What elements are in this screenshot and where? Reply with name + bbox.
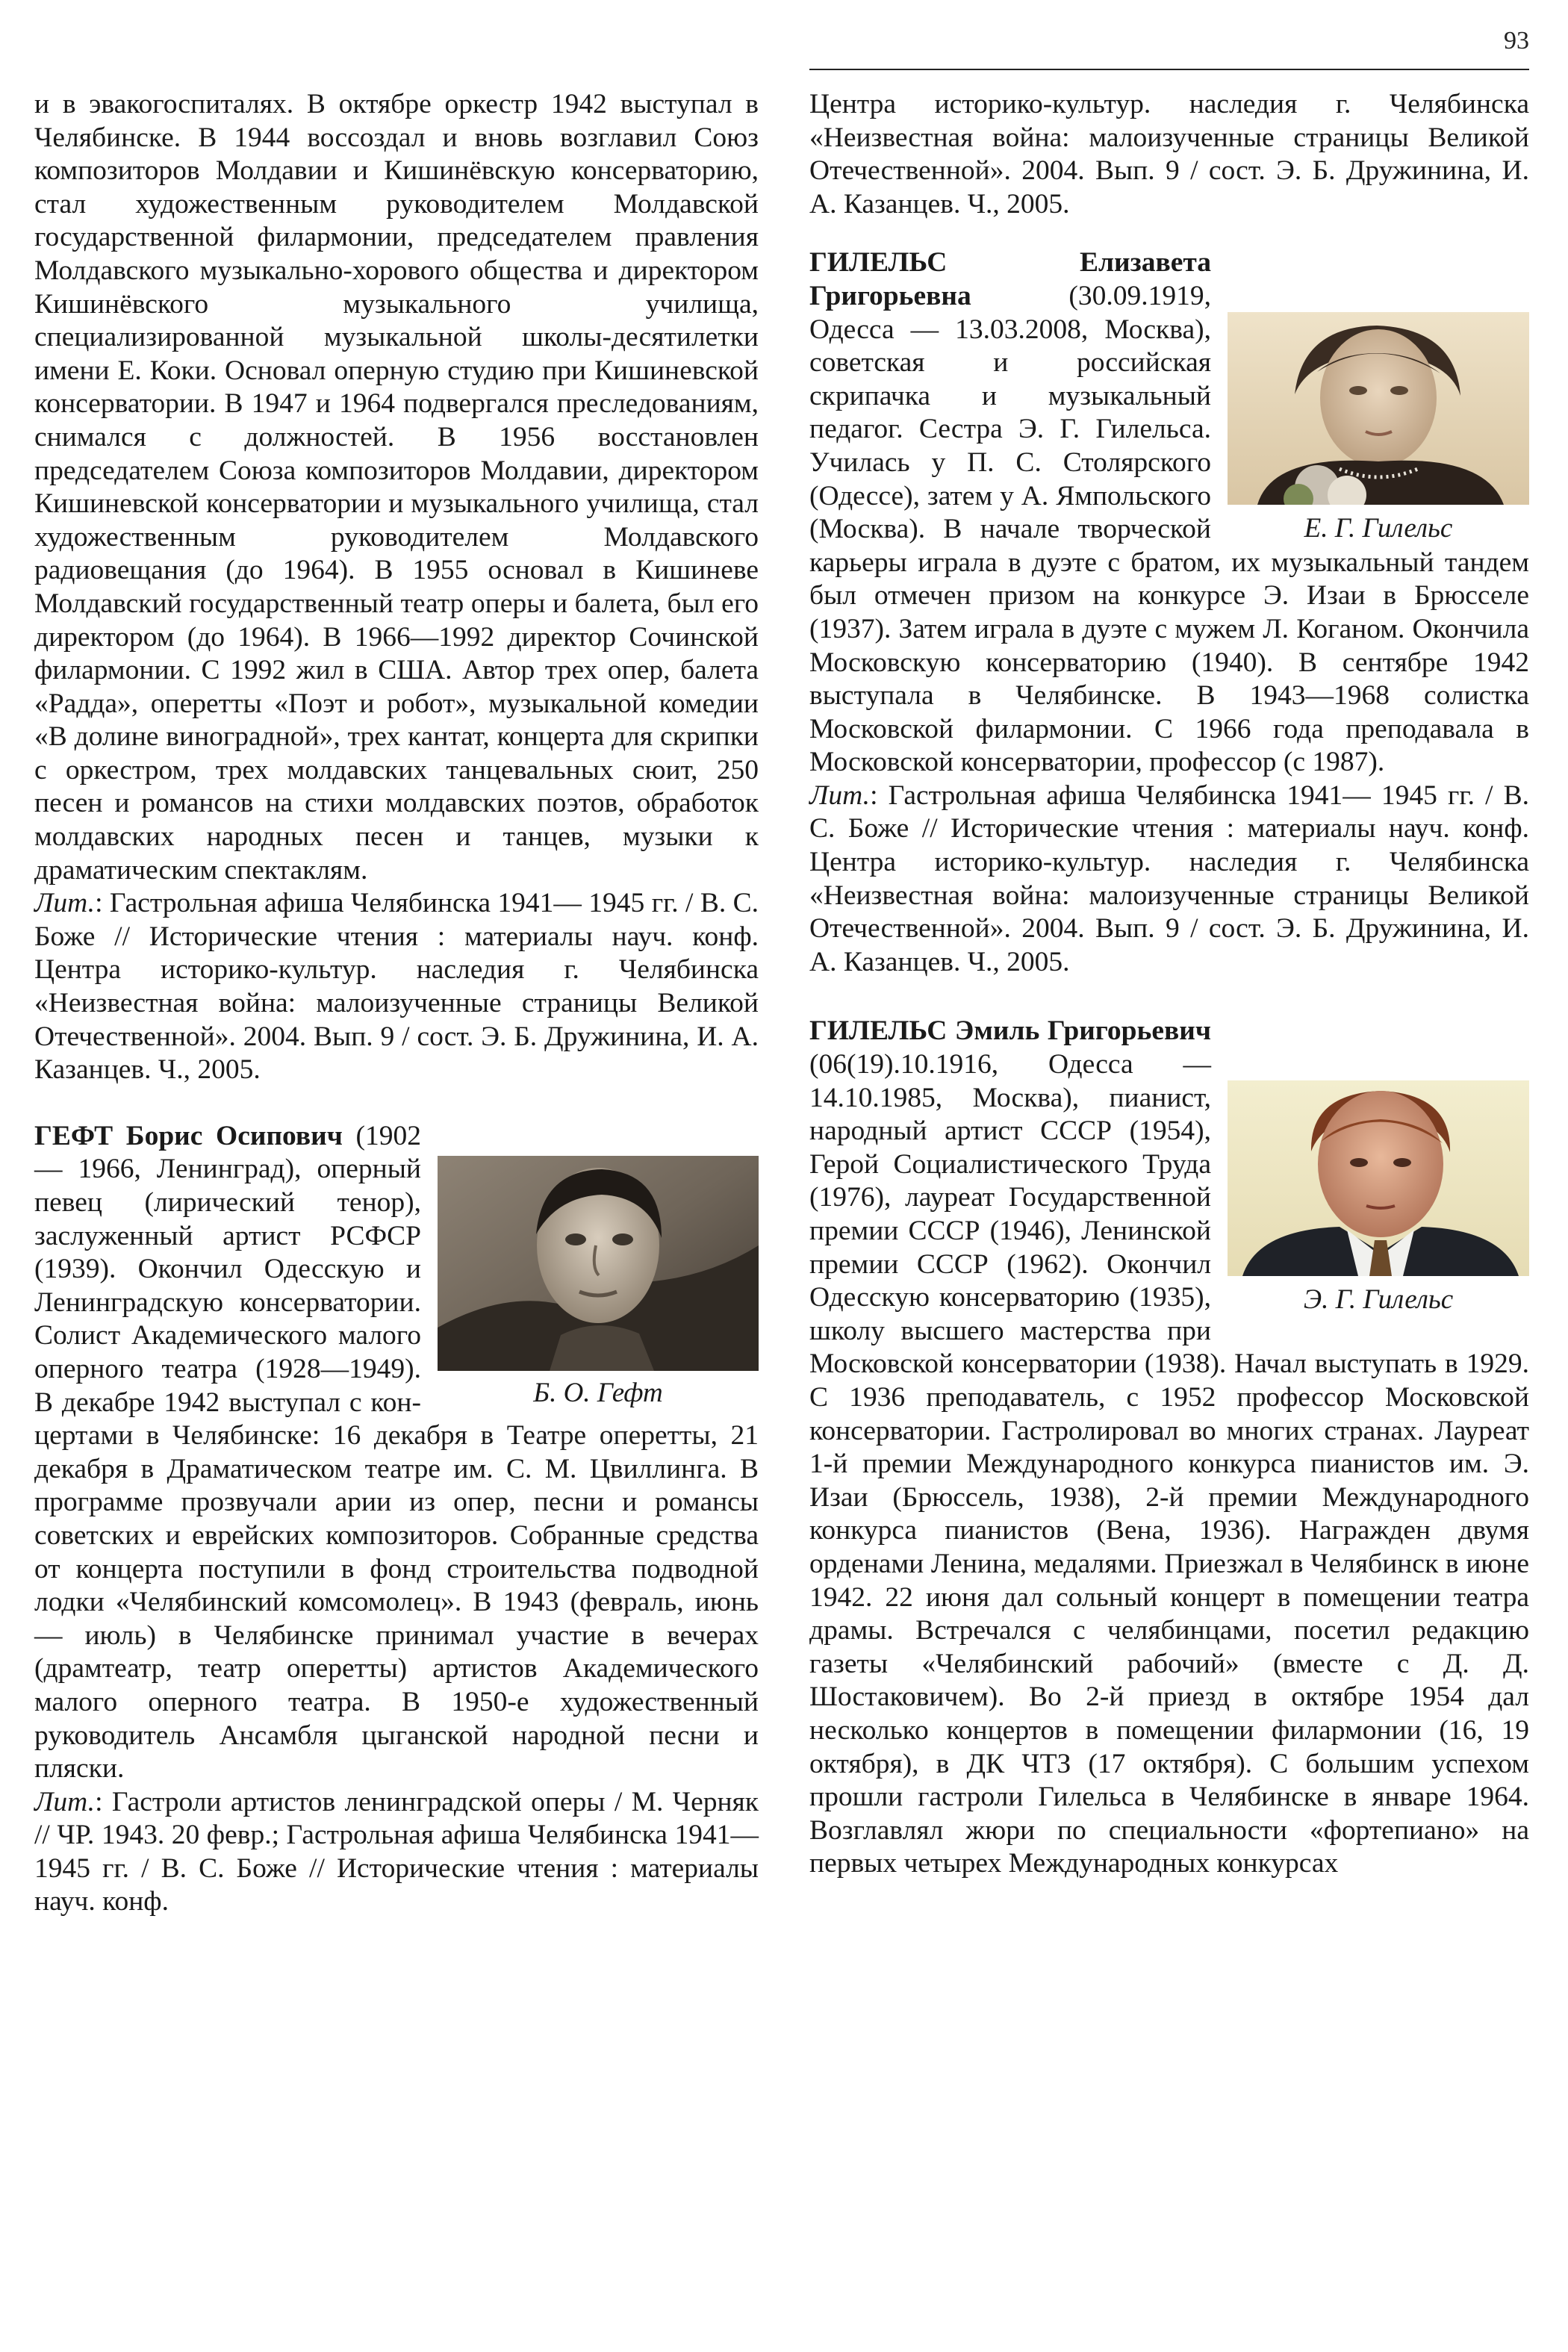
figure-geft [438,1156,759,1410]
caption-elizaveta: Е. Г. Гилельс [1304,513,1453,544]
lit-label: Лит. [34,1786,96,1817]
entry-geft [34,1120,759,1919]
continuation-paragraph: и в эвакогоспиталях. В октябре оркестр 1942 выступал в Челябинске. В 1944 воссоздал и вновь возглавил Союз композиторов Молдавии и Кишинёвскую консерваторию, стал художественным руководителем Молдавской государственной филармонии, председателем правления Молдавского музыкально-хорового общества и директором Кишинёвского музыкального училища, специализированной музыкальной школы-десятилетки имени Е. Коки. Основал оперную студию при Кишиневской консерватории. В 1947 и 1964 подвергался преследованиям, снимался с должностей. В 1956 восстановлен председателем Союза композиторов Молдавии, директором Кишиневской консерватории и музыкального училища, стал художественным руководителем Молдавского радиовещания (до 1964). В 1955 основал в Кишиневе Молдавский государственный театр оперы и балета, был его директором (до 1964). В 1966—1992 директор Сочинской филармонии. С 1992 жил в США. Автор трех опер, балета «Радда», оперетты «Поэт и робот», музыкальной комедии «В долине виноградной», трех кантат, концерта для скрипки с оркестром, трех молдавских танцевальных сюит, 250 песен и романсов на стихи молдавских поэтов, обработок молдавских народных песен и танцев, музыки к драматическим спектаклям. [34,89,759,886]
portrait-geft-photo [438,1156,759,1371]
caption-geft: Б. О. Гефт [533,1377,663,1408]
portrait-emil-image [1228,1080,1529,1276]
entry-name: ГЕФТ Борис Осипович [34,1120,343,1151]
entry-elizaveta [809,246,1529,979]
literature-paragraph: Лит.: Гастрольная афиша Челябинска 1941— 1945 гг. / В. С. Боже // Исторические чтения : материалы науч. конф. Центра историко-культур. наследия г. Челябинска «Неизвестная война: малоизученные страницы Великой Отечественной». 2004. Вып. 9 / сост. Э. Б. Дружинина, И. А. Казанцев. Ч., 2005. [809,780,1529,977]
entry-name: ГИЛЕЛЬС Эмиль Григорьевич [809,1015,1211,1047]
entry-name: ГИЛЕЛЬС Елизавета Григорьевна [809,247,1211,311]
entry-elizaveta-text: ГИЛЕЛЬС Елизавета Григорьевна (30.09.1919, Одесса — 13.03.2008, Москва), советская и российская скрипачка и музыкальный педагог. Сестра Э. Г. Гилельса. Училась у П. С. Столярского (Одессе), затем у А. Ямпольского (Москва). В начале творческой карьеры играла в дуэте с братом, их музыкальный тандем был отмечен призом на конкурсе Э. Изаи в Брюсселе (1937). Затем играла в дуэте с мужем Л. Коганом. Окончила Московскую консерваторию (1940). В сентябре 1942 выступала в Челябинске. В 1943—1968 солистка Московской филармонии. С 1966 года преподавала в Московской консерватории, профессор (с 1987). [809,247,1529,778]
entry-separator [809,979,1529,1015]
portrait-geft-image [438,1156,759,1371]
portrait-elizaveta-photo [1228,312,1529,505]
entry-separator [34,1087,759,1120]
entry-emil-text: ГИЛЕЛЬС Эмиль Григорьевич (06(19).10.1916, Одесса — 14.10.1985, Москва), пианист, народный артист СССР (1954), Герой Социалистического Труда (1976), лауреат Государственной премии СССР (1946), Ленинской премии СССР (1962). Окончил Одесскую консерваторию (1935), школу высшего мастерства при Московской консерватории (1938). Начал выступать в 1929. С 1936 преподаватель, с 1952 профессор Московской консерватории. Гастролировал во многих странах. Лауреат 1-й премии Международного конкурса пианистов им. Э. Изаи (Брюссель, 1938), 2-й премии Международного конкурса пианистов (Вена, 1936). Награжден двумя орденами Ленина, медалями. Приезжал в Челябинск в июне 1942. 22 июня дал сольный концерт в помещении театра драмы. Встречался с челябинцами, посетил редакцию газеты «Челябинский рабочий» (вместе с Д. Д. Шостаковичем). Во 2-й приезд в октябре 1954 дал несколько концертов в помещении филармонии (16, 19 октября), в ДК ЧТЗ (17 октября). С большим успехом прошли гастроли Гилельса в Челябинске в январе 1964. Возглавлял жюри по специальности «фортепиано» на первых четырех Международных конкурсах [809,1015,1529,1879]
portrait-emil-photo [1228,1080,1529,1276]
portrait-elizaveta-image [1228,312,1529,505]
caption-emil: Э. Г. Гилельс [1303,1284,1454,1316]
header-rule [809,69,1529,70]
page-number: 93 [1504,27,1529,55]
right-column [809,88,1529,1881]
lit-label: Лит. [34,888,96,919]
entry-emil [809,1015,1529,1880]
figure-elizaveta [1228,312,1529,546]
literature-paragraph: Лит.: Гастроли артистов ленинградской оперы / М. Черняк // ЧР. 1943. 20 февр.; Гастрольная афиша Челябинска 1941—1945 гг. / В. С. Боже // Исторические чтения : материалы науч. конф. [34,1786,759,1917]
literature-paragraph: Лит.: Гастрольная афиша Челябинска 1941— 1945 гг. / В. С. Боже // Исторические чтения : материалы науч. конф. Центра историко-культур. наследия г. Челябинска «Неизвестная война: малоизученные страницы Великой Отечественной». 2004. Вып. 9 / сост. Э. Б. Дружинина, И. А. Казанцев. Ч., 2005. [34,888,759,1086]
left-column [34,88,759,1919]
entry-separator [809,221,1529,246]
continuation-paragraph: Центра историко-культур. наследия г. Челябинска «Неизвестная война: малоизученные страницы Великой Отечественной». 2004. Вып. 9 / сост. Э. Б. Дружинина, И. А. Казанцев. Ч., 2005. [809,89,1529,220]
figure-emil [1228,1080,1529,1317]
entry-geft-text: ГЕФТ Борис Осипович (1902 — 1966, Ленинград), оперный певец (лирический тенор), заслуженный артист РСФСР (1939). Окончил Одесскую и Ленинградскую консерватории. Солист Академического малого оперного театра (1928—1949). В декабре 1942 выступал с концертами в Челябинске: 16 декабря в Театре оперетты, 21 декабря в Драматическом театре им. С. М. Цвиллинга. В программе прозвучали арии из опер, песни и романсы советских и еврейских композиторов. Собранные средства от концерта поступили в фонд строительства подводной лодки «Челябинский комсомолец». В 1943 (февраль, июнь — июль) в Челябинске принимал участие в вечерах (драмтеатр, театр оперетты) артистов Академического малого оперного театра. В 1950-е художественный руководитель Ансамбля цыганской народной песни и пляски. [34,1120,759,1785]
lit-label: Лит. [809,780,871,811]
